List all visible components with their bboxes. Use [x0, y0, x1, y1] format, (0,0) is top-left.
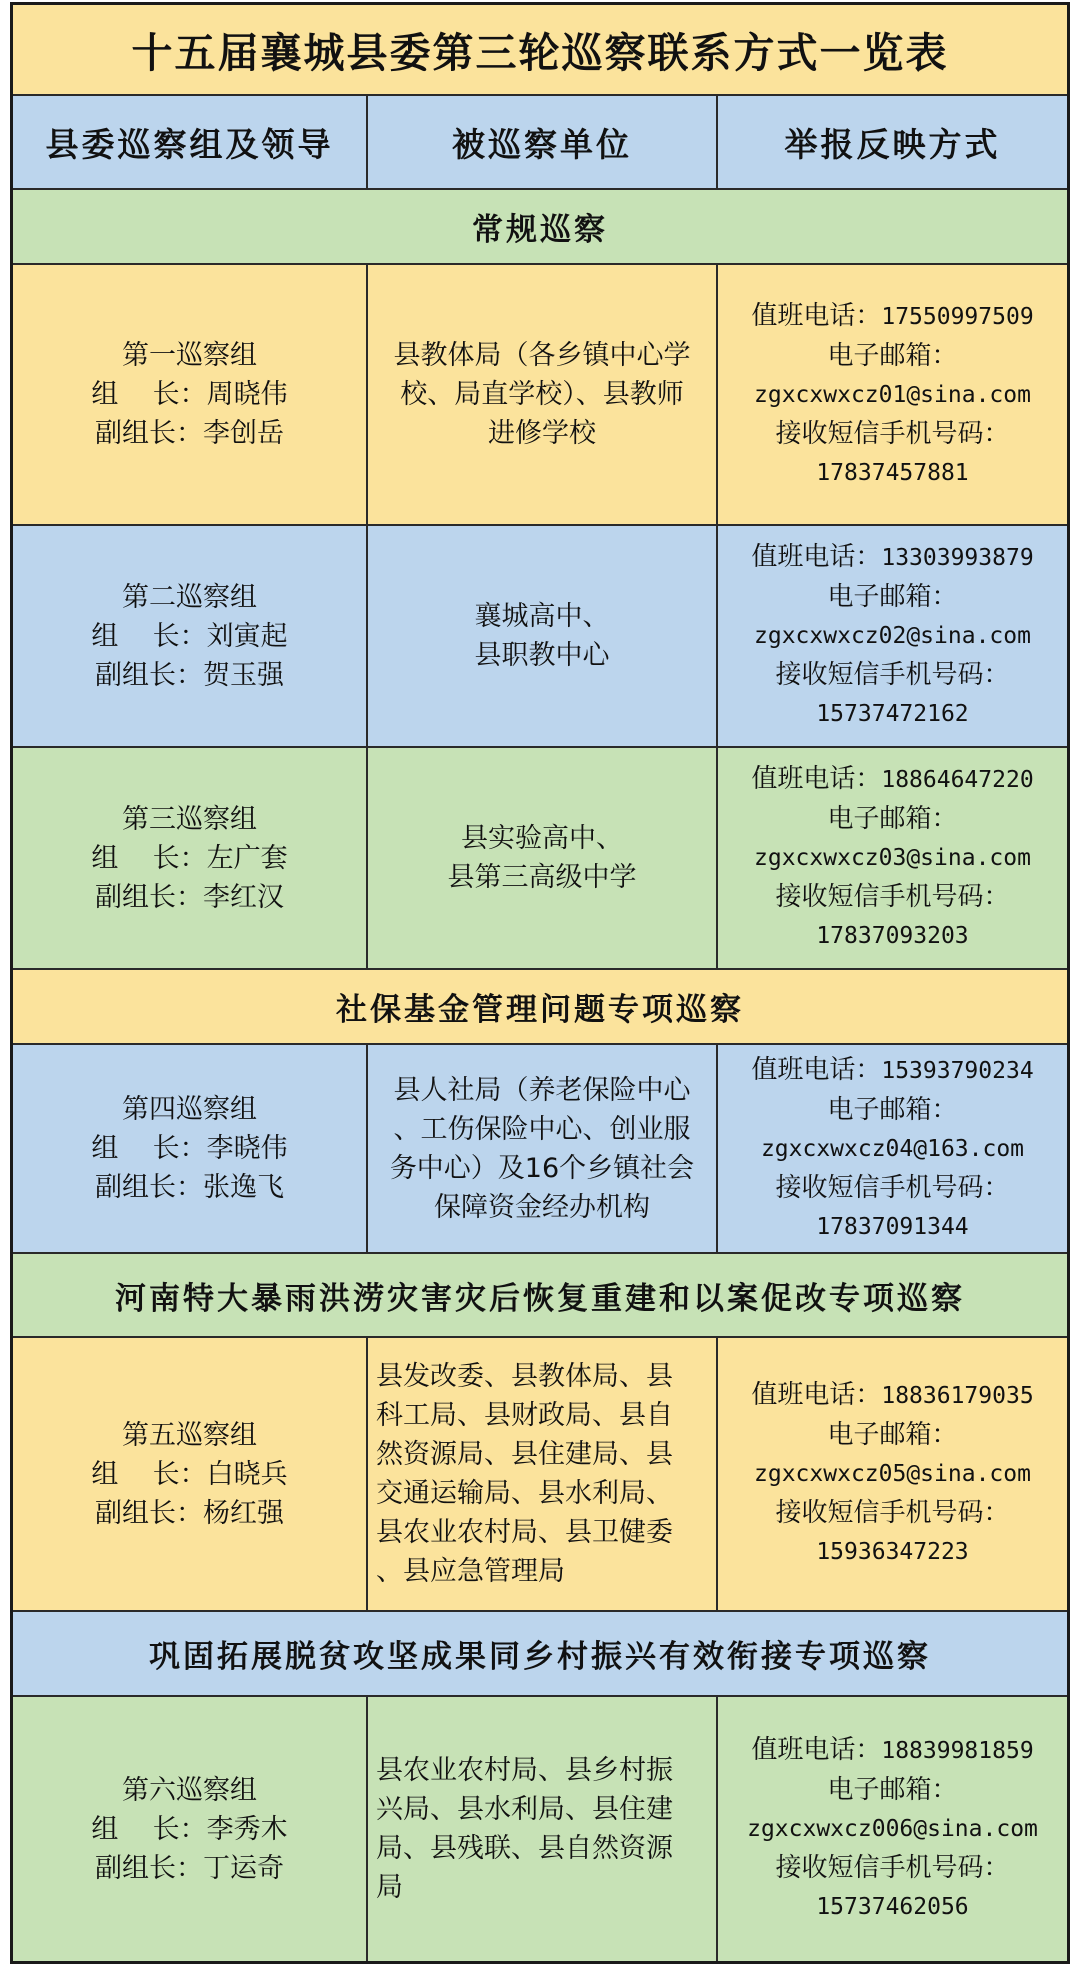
group-leader: 组 长：左广套 — [91, 842, 288, 874]
inspected-units — [368, 1697, 718, 1961]
group-deputy: 副组长：丁运奇 — [95, 1852, 284, 1884]
unit-line: 县农业农村局、县卫健委 — [376, 1517, 673, 1548]
phone-line — [751, 538, 1033, 578]
group-name: 第一巡察组 — [122, 340, 257, 371]
group-deputy: 副组长：张逸飞 — [95, 1172, 284, 1203]
unit-line: 然资源局、县住建局、县 — [376, 1439, 673, 1470]
section-title: 巩固拓展脱贫攻坚成果同乡村振兴有效衔接专项巡察 — [13, 1612, 1067, 1697]
phone-number[interactable]: 18836179035 — [881, 1383, 1034, 1409]
phone-label: 值班电话： — [751, 1380, 882, 1410]
contact-info — [718, 526, 1067, 746]
phone-label: 值班电话： — [751, 542, 882, 572]
table-header — [13, 96, 1067, 190]
phone-line — [751, 760, 1033, 800]
email-label: 电子邮箱： — [827, 1420, 958, 1450]
sms-label: 接收短信手机号码： — [775, 882, 1010, 912]
phone-label: 值班电话： — [751, 764, 882, 794]
sms-number[interactable]: 17837091344 — [816, 1213, 969, 1240]
group-leader: 组 长：李秀木 — [91, 1813, 288, 1845]
contact-info — [718, 1045, 1067, 1252]
sms-number[interactable]: 17837457881 — [816, 459, 969, 486]
phone-label: 值班电话： — [751, 300, 882, 331]
email-address[interactable]: zgxcxwxcz04@163.com — [760, 1135, 1025, 1162]
inspected-units — [368, 526, 718, 746]
table-title: 十五届襄城县委第三轮巡察联系方式一览表 — [13, 5, 1067, 96]
inspected-units — [368, 1338, 718, 1610]
table-row — [13, 1045, 1067, 1254]
group-leader: 组 长：周晓伟 — [91, 379, 288, 410]
inspected-units — [368, 265, 718, 524]
unit-line: 县职教中心 — [474, 640, 610, 671]
group-name: 第四巡察组 — [122, 1094, 257, 1125]
unit-line: 兴局、县水利局、县住建 — [376, 1794, 673, 1825]
email-address[interactable]: zgxcxwxcz05@sina.com — [754, 1461, 1031, 1487]
sms-number[interactable]: 15737462056 — [816, 1894, 969, 1920]
sms-number[interactable]: 15737472162 — [816, 701, 969, 727]
email-label: 电子邮箱： — [827, 1094, 958, 1125]
group-leader: 组 长：白晓兵 — [91, 1458, 288, 1490]
unit-line: 科工局、县财政局、县自 — [376, 1400, 673, 1431]
group-leaders — [13, 526, 368, 746]
table-row — [13, 1697, 1067, 1961]
unit-line: 校、局直学校）、县教师 — [400, 379, 684, 410]
unit-line: 交通运输局、县水利局、 — [376, 1478, 673, 1509]
phone-number[interactable]: 15393790234 — [881, 1057, 1034, 1084]
email-label: 电子邮箱： — [827, 804, 958, 834]
phone-line — [751, 1376, 1033, 1416]
phone-line — [751, 1731, 1033, 1771]
email-address[interactable]: zgxcxwxcz03@sina.com — [754, 845, 1031, 871]
group-deputy: 副组长：李红汉 — [95, 881, 284, 913]
phone-number[interactable]: 18864647220 — [881, 767, 1034, 793]
inspected-units — [368, 1045, 718, 1252]
header-group-leader: 县委巡察组及领导 — [13, 96, 368, 188]
contact-table — [10, 2, 1070, 1964]
unit-line: 、县应急管理局 — [376, 1556, 565, 1587]
contact-info — [718, 265, 1067, 524]
contact-info — [718, 748, 1067, 968]
phone-label: 值班电话： — [751, 1054, 882, 1085]
header-inspected-unit: 被巡察单位 — [368, 96, 718, 188]
section-title: 常规巡察 — [13, 190, 1067, 265]
table-row — [13, 748, 1067, 970]
group-leader: 组 长：刘寅起 — [91, 620, 288, 652]
group-leaders — [13, 1338, 368, 1610]
inspected-units — [368, 748, 718, 968]
table-row — [13, 1338, 1067, 1612]
unit-line: 、工伤保险中心、创业服 — [393, 1113, 691, 1145]
email-label: 电子邮箱： — [827, 582, 958, 612]
unit-line: 务中心）及16个乡镇社会 — [389, 1152, 695, 1184]
phone-number[interactable]: 17550997509 — [881, 303, 1034, 330]
group-leaders — [13, 748, 368, 968]
group-leaders — [13, 265, 368, 524]
contact-info — [718, 1697, 1067, 1961]
table-row — [13, 526, 1067, 748]
email-address[interactable]: zgxcxwxcz006@sina.com — [747, 1816, 1038, 1842]
unit-line: 县第三高级中学 — [447, 862, 637, 893]
unit-line: 县农业农村局、县乡村振 — [376, 1755, 673, 1786]
sms-label: 接收短信手机号码： — [775, 418, 1010, 449]
unit-line: 县教体局（各乡镇中心学 — [393, 340, 691, 371]
table-row — [13, 265, 1067, 526]
group-name: 第二巡察组 — [122, 581, 257, 613]
contact-info — [718, 1338, 1067, 1610]
group-leader: 组 长：李晓伟 — [91, 1133, 288, 1164]
phone-line — [751, 1051, 1033, 1091]
section-title: 社保基金管理问题专项巡察 — [13, 970, 1067, 1045]
group-deputy: 副组长：杨红强 — [95, 1497, 284, 1529]
group-name: 第六巡察组 — [122, 1774, 257, 1806]
phone-number[interactable]: 13303993879 — [881, 545, 1034, 571]
section-title: 河南特大暴雨洪涝灾害灾后恢复重建和以案促改专项巡察 — [13, 1254, 1067, 1338]
email-label: 电子邮箱： — [827, 340, 958, 371]
group-deputy: 副组长：贺玉强 — [95, 659, 284, 691]
unit-line: 局 — [376, 1872, 403, 1903]
group-leaders — [13, 1045, 368, 1252]
sms-label: 接收短信手机号码： — [775, 660, 1010, 690]
group-name: 第五巡察组 — [122, 1419, 257, 1451]
header-report-method: 举报反映方式 — [784, 124, 1001, 164]
group-deputy: 副组长：李创岳 — [95, 418, 284, 449]
sms-label: 接收短信手机号码： — [775, 1172, 1010, 1203]
group-name: 第三巡察组 — [122, 803, 257, 835]
email-label: 电子邮箱： — [827, 1775, 958, 1805]
phone-label: 值班电话： — [751, 1735, 882, 1765]
sms-number[interactable]: 17837093203 — [816, 923, 969, 949]
phone-number[interactable]: 18839981859 — [881, 1738, 1034, 1764]
unit-line: 县实验高中、 — [461, 823, 623, 854]
unit-line: 县人社局（养老保险中心 — [393, 1074, 691, 1106]
email-address[interactable]: zgxcxwxcz02@sina.com — [754, 623, 1031, 649]
email-address[interactable]: zgxcxwxcz01@sina.com — [754, 381, 1031, 408]
group-leaders — [13, 1697, 368, 1961]
unit-line: 保障资金经办机构 — [434, 1191, 650, 1223]
unit-line: 襄城高中、 — [474, 601, 610, 632]
phone-line — [751, 297, 1033, 337]
unit-line: 进修学校 — [488, 418, 596, 449]
unit-line: 局、县残联、县自然资源 — [376, 1833, 673, 1864]
unit-line: 县发改委、县教体局、县 — [376, 1361, 673, 1392]
sms-label: 接收短信手机号码： — [775, 1853, 1010, 1883]
sms-label: 接收短信手机号码： — [775, 1498, 1010, 1528]
sms-number[interactable]: 15936347223 — [816, 1539, 969, 1565]
